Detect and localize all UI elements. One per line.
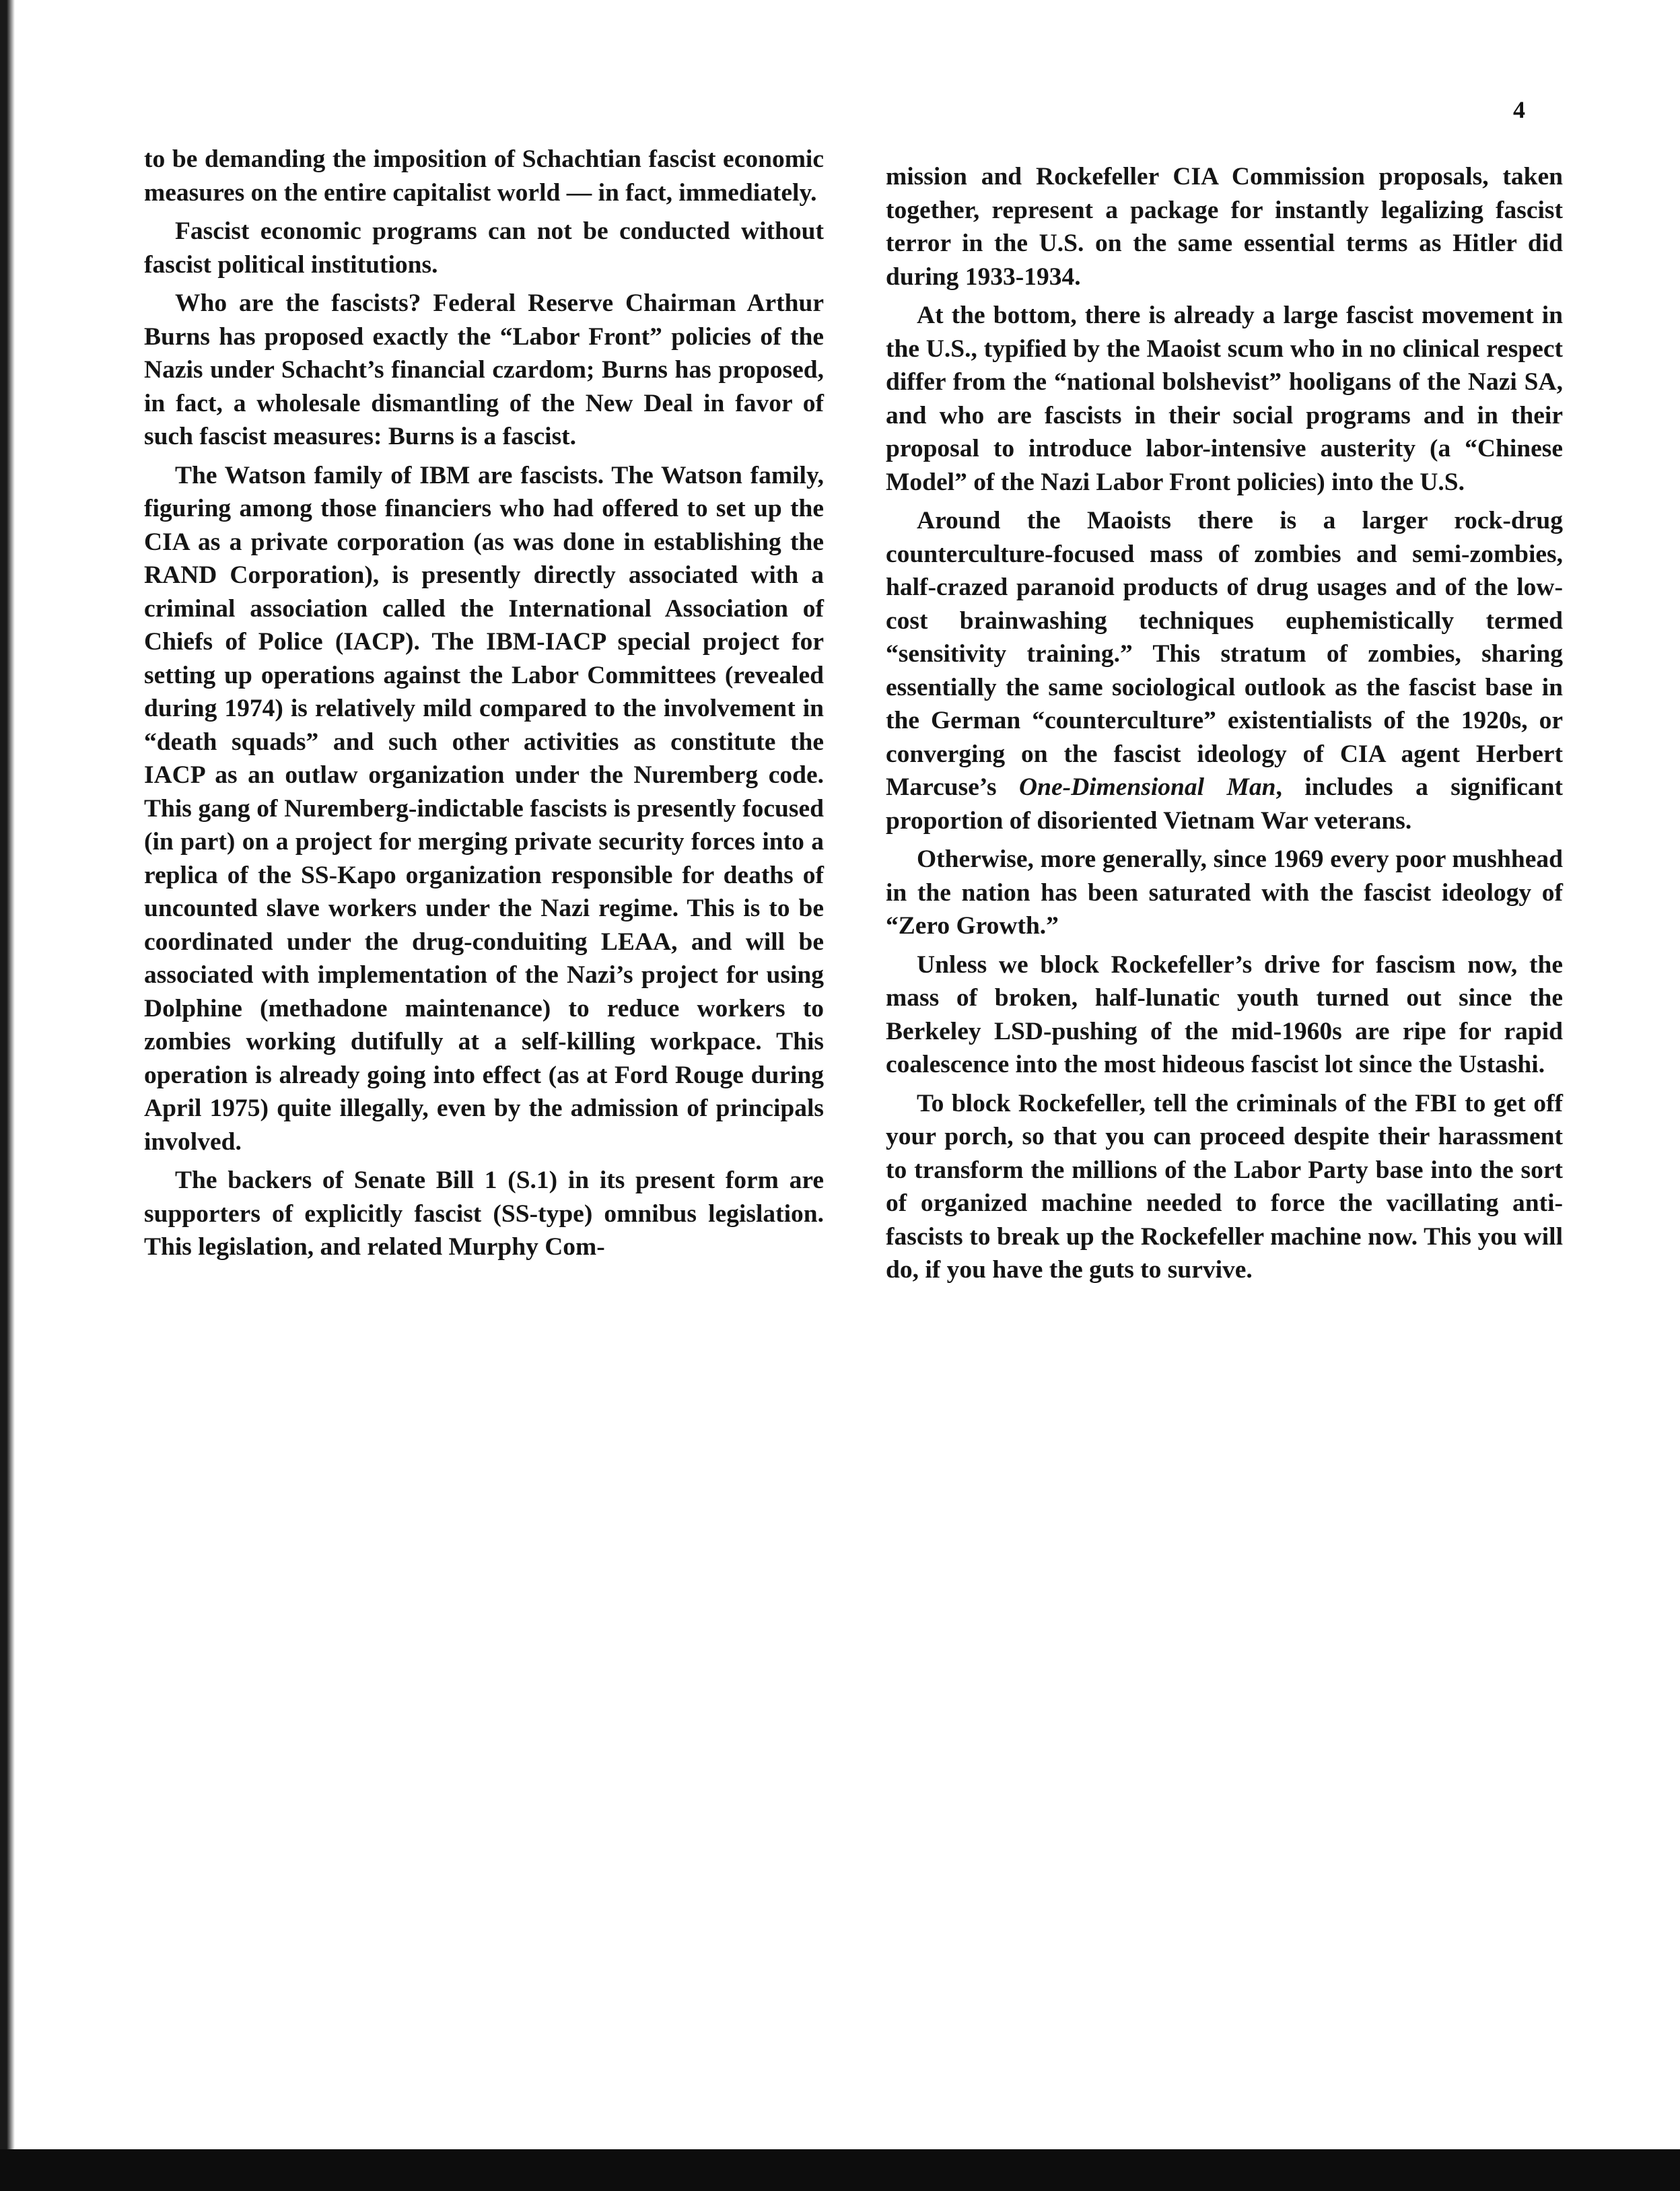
scan-left-edge [0,0,15,2191]
paragraph: The backers of Senate Bill 1 (S.1) in its present form are supporters of explicitly fascist (SS-type) omnibus legislation. This legislation, and related Murphy Com- [144,1167,824,1261]
paragraph: Who are the fascists? Federal Reserve Chairman Arthur Burns has proposed exactly the “Labor Front” policies of the Nazis under Schacht’s financial czardom; Burns has proposed, in fact, a wholesale dismantling of the New Deal in favor of such fascist measures: Burns is a fascist. [144,289,824,450]
scan-bottom-edge [0,2149,1680,2191]
right-column [886,160,1563,1292]
left-column [144,143,824,1270]
paragraph: The Watson family of IBM are fascists. The Watson family, figuring among those financiers who had offered to set up the CIA as a private corporation (as was done in establishing the RAND Corporation), is presently directly associated with a criminal association called the International Association of Chiefs of Police (IACP). The IBM-IACP special project for setting up operations against the Labor Committees (revealed during 1974) is relatively mild compared to the involvement in “death squads” and such other activities as constitute the IACP as an outlaw organization under the Nuremberg code. This gang of Nuremberg-indictable fascists is presently focused (in part) on a project for merging private security forces into a replica of the SS-Kapo organization responsible for deaths of uncounted slave workers under the Nazi regime. This is to be coordinated under the drug-conduiting LEAA, and will be associated with implementation of the Nazi’s project for using Dolphine (methadone maintenance) to reduce workers to zombies working dutifully at a self-killing workpace. This operation is already going into effect (as at Ford Rouge during April 1975) quite illegally, even by the admission of principals involved. [144,461,824,1156]
paragraph [886,504,1563,837]
paragraph: At the bottom, there is already a large fascist movement in the U.S., typified by the Maoist scum who in no clinical respect differ from the “national bolshevist” hooligans of the Nazi SA, and who are fascists in their social programs and in their proposal to introduce labor-intensive austerity (a “Chinese Model” of the Nazi Labor Front policies) into the U.S. [886,302,1563,496]
paragraph: Otherwise, more generally, since 1969 every poor mushhead in the nation has been saturated with the fascist ideology of “Zero Growth.” [886,845,1563,940]
text-run: Around the Maoists there is a larger rock-drug counterculture-focused mass of zombies and semi-zombies, half-crazed paranoid products of drug usages and of the low-cost brainwashing techniques euphemistically termed “sensitivity training.” This stratum of zombies, sharing essentially the same sociological outlook as the fascist base in the German “counterculture” existentialists of the 1920s, or converging on the fascist ideology of CIA agent Herbert Marcuse’s [886,507,1563,801]
page-number: 4 [1513,96,1525,123]
book-title: One-Dimensional Man [1019,773,1276,801]
paragraph: to be demanding the imposition of Schachtian fascist economic measures on the entire capitalist world — in fact, immediately. [144,145,824,207]
text-run: , includes a significant proportion of disoriented Vietnam War veterans. [886,773,1563,835]
paragraph: mission and Rockefeller CIA Commission proposals, taken together, represent a package for instantly legalizing fascist terror in the U.S. on the same essential terms as Hitler did during 1933-1934. [886,163,1563,291]
paragraph: Unless we block Rockefeller’s drive for fascism now, the mass of broken, half-lunatic youth turned out since the Berkeley LSD-pushing of the mid-1960s are ripe for rapid coalescence into the most hideous fascist lot since the Ustashi. [886,950,1563,1078]
paragraph: Fascist economic programs can not be conducted without fascist political institutions. [144,217,824,279]
paragraph: To block Rockefeller, tell the criminals of the FBI to get off your porch, so that you can proceed despite their harassment to transform the millions of the Labor Party base into the sort of organized machine needed to force the vacillating anti-fascists to break up the Rockefeller machine now. This you will do, if you have the guts to survive. [886,1089,1563,1284]
